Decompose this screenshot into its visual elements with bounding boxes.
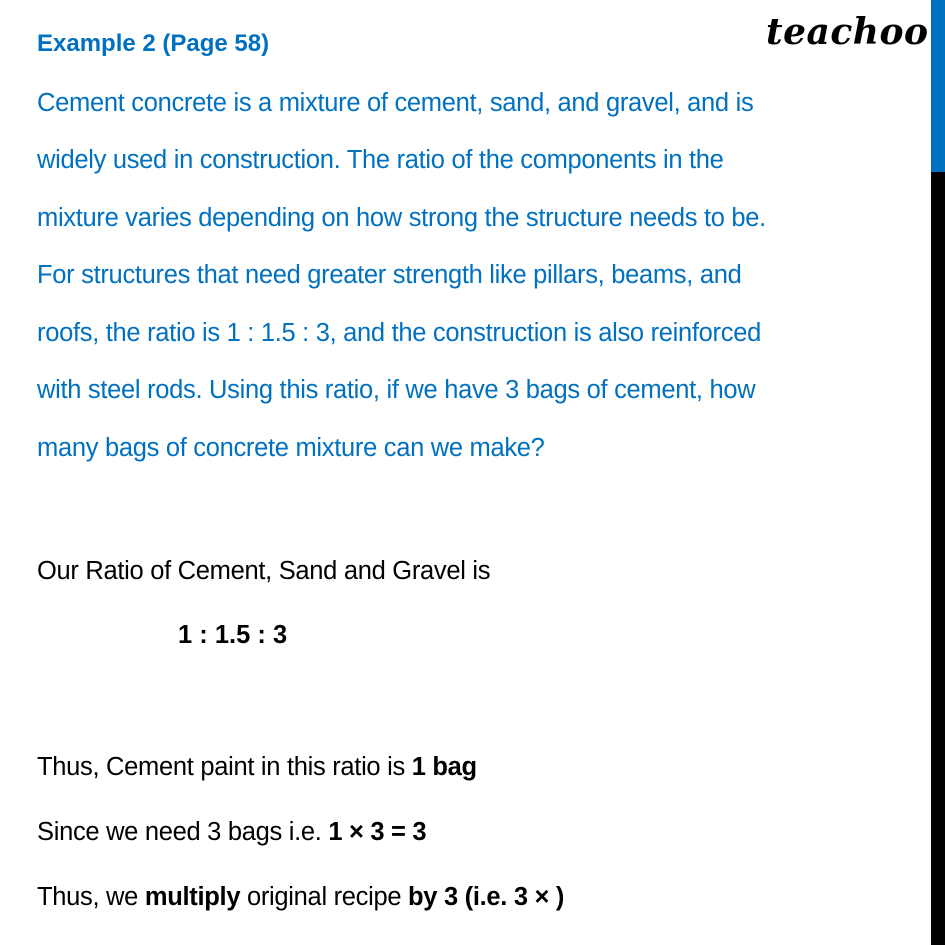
step-3-text-2: original recipe	[240, 883, 409, 911]
step-2-text: Since we need 3 bags i.e.	[37, 818, 329, 846]
step-3-text-1: Thus, we	[37, 883, 145, 911]
side-accent-bar-black	[931, 172, 945, 945]
example-title: Example 2 (Page 58)	[37, 30, 270, 57]
ratio-intro: Our Ratio of Cement, Sand and Gravel is	[37, 557, 491, 585]
question-line: roofs, the ratio is 1 : 1.5 : 3, and the construction is also reinforced	[37, 319, 761, 347]
solution-step-2	[37, 817, 426, 848]
step-3-bold-2: by 3 (i.e. 3 × )	[408, 883, 565, 911]
question-line: widely used in construction. The ratio of the components in the	[37, 146, 724, 174]
ratio-value: 1 : 1.5 : 3	[178, 621, 288, 649]
step-1-text: Thus, Cement paint in this ratio is	[37, 753, 412, 781]
step-2-bold: 1 × 3 = 3	[328, 818, 427, 846]
step-3-bold-1: multiply	[144, 883, 241, 911]
question-line: with steel rods. Using this ratio, if we have 3 bags of cement, how	[37, 376, 756, 404]
question-line: Cement concrete is a mixture of cement, sand, and gravel, and is	[37, 89, 754, 117]
teachoo-logo: teachoo	[766, 11, 929, 53]
question-line: many bags of concrete mixture can we make?	[37, 434, 545, 462]
question-line: mixture varies depending on how strong the structure needs to be.	[37, 204, 766, 232]
solution-step-3	[37, 882, 564, 913]
question-line: For structures that need greater strength like pillars, beams, and	[37, 261, 742, 289]
side-accent-bar-blue	[931, 0, 945, 172]
solution-step-1	[37, 752, 477, 783]
step-1-bold: 1 bag	[411, 753, 477, 781]
